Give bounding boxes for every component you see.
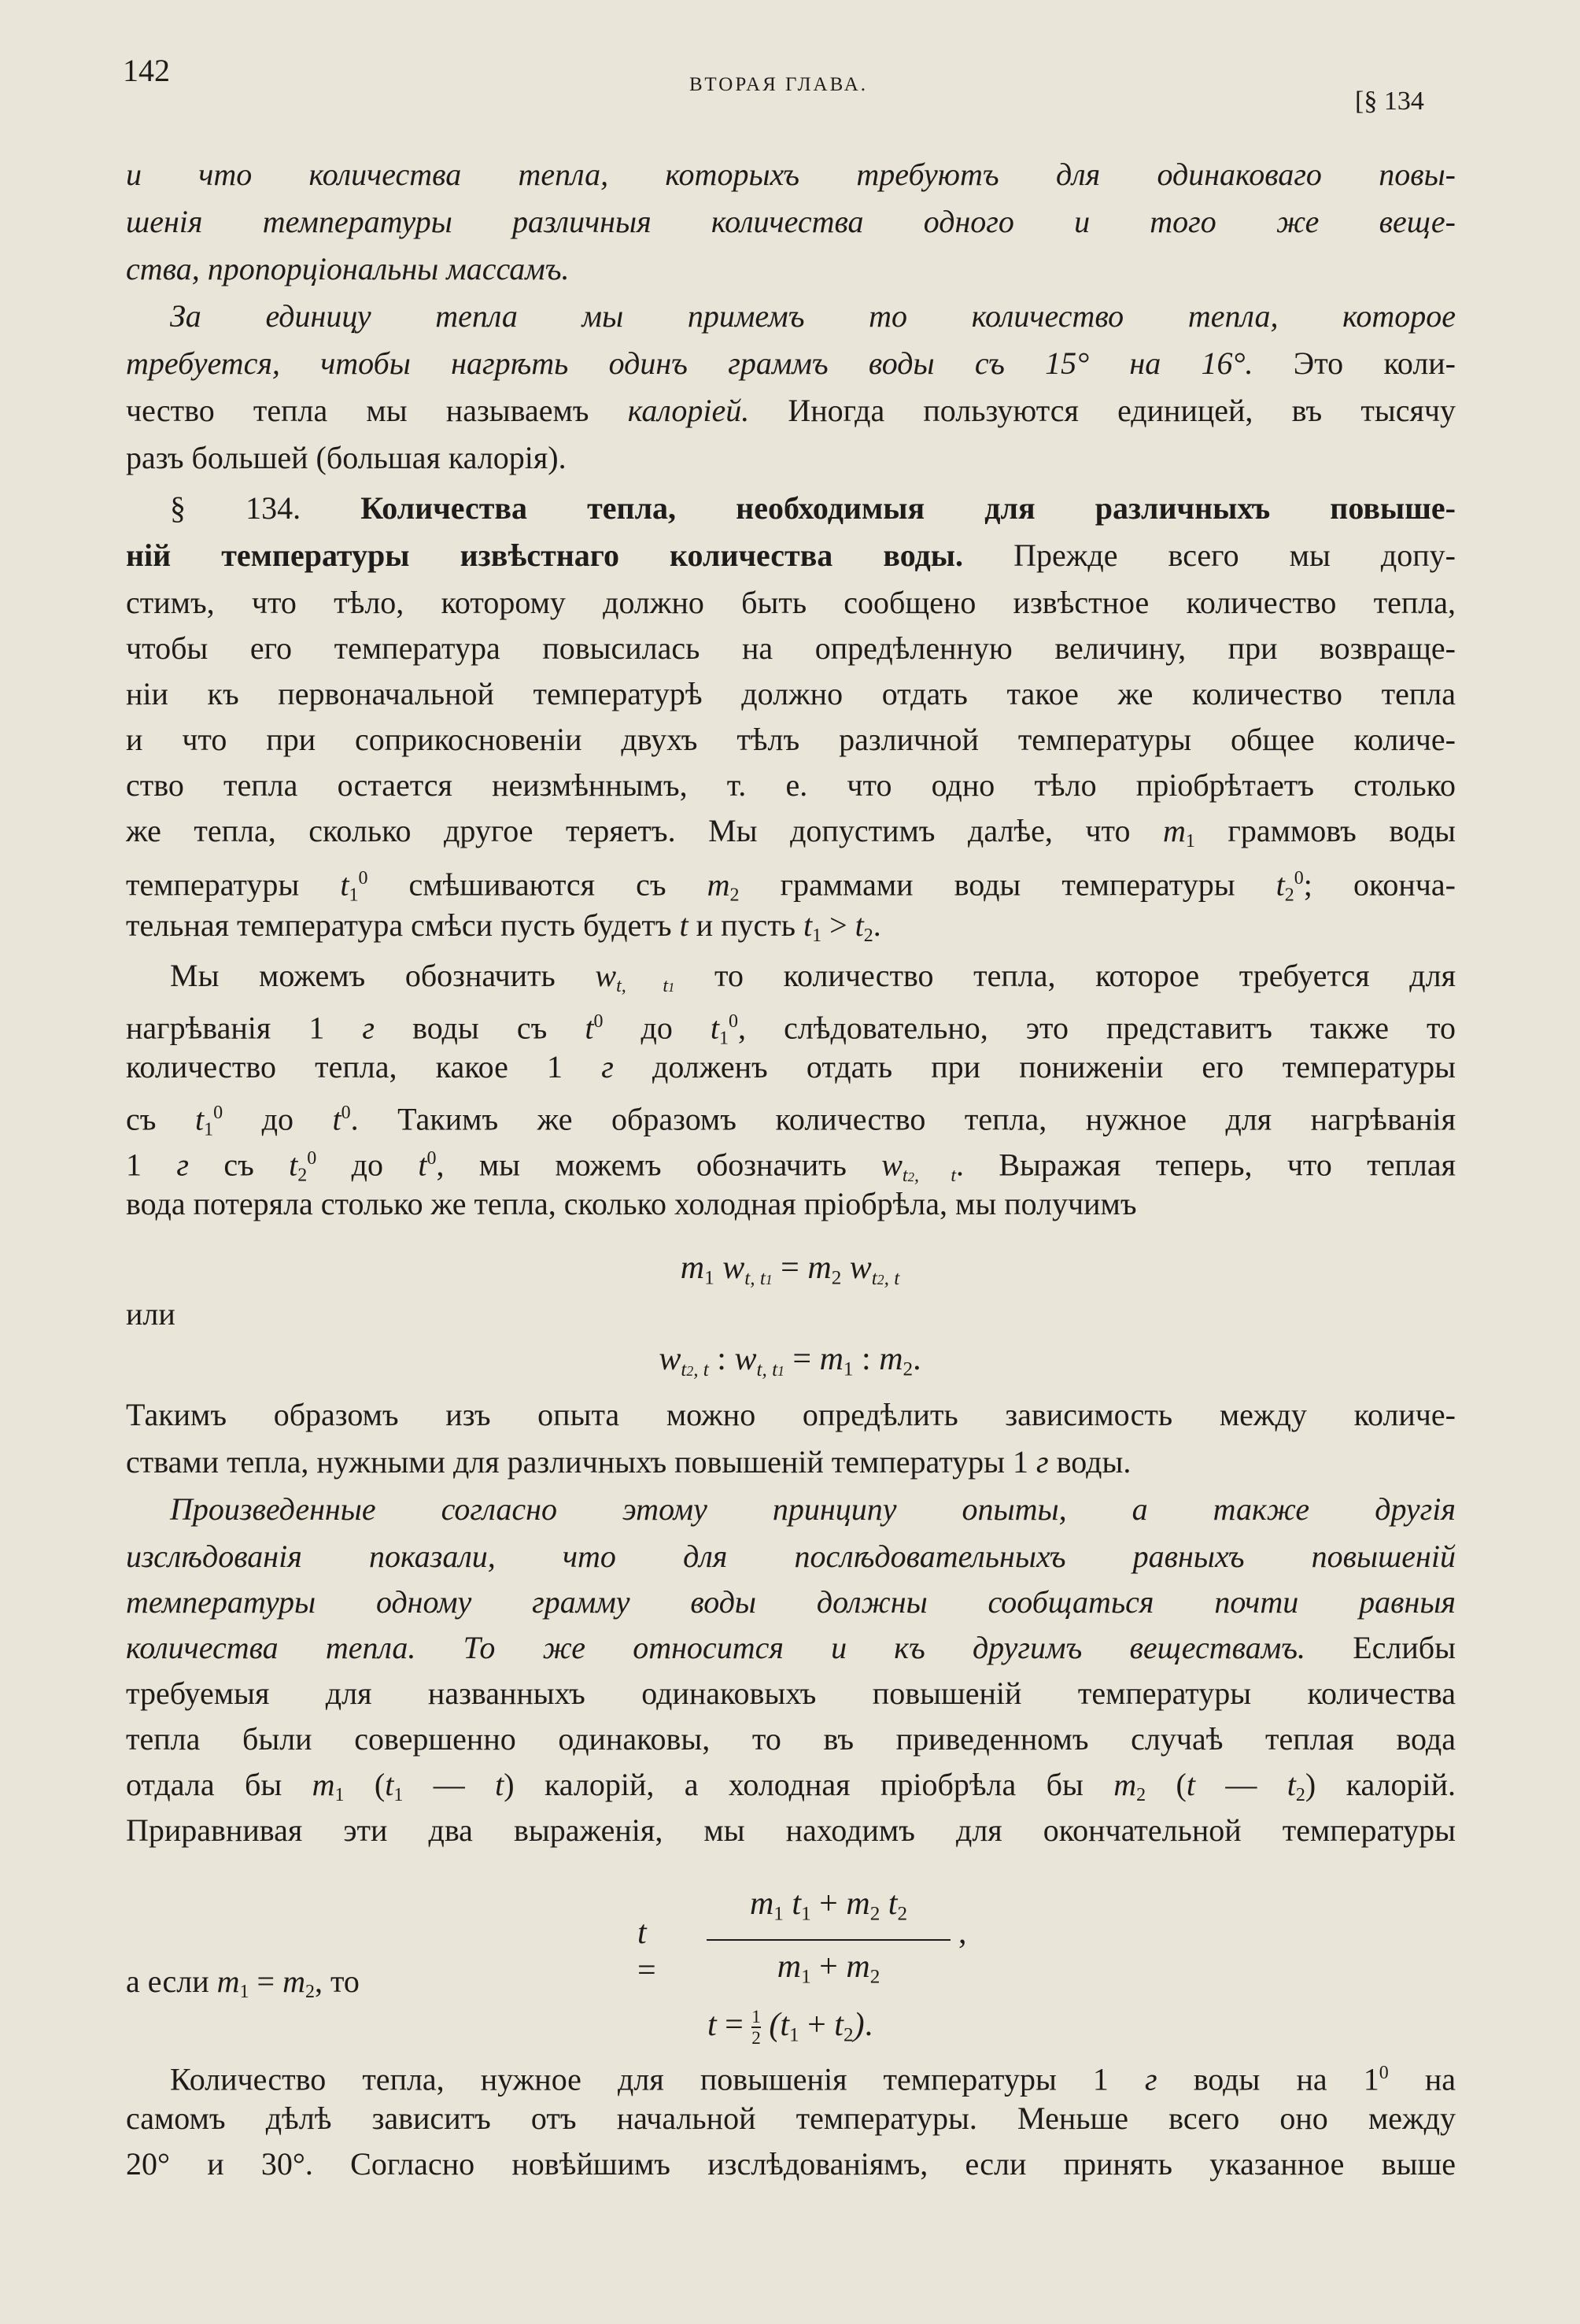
text-line: 1 г съ $t_2^0$ до $t^0$, мы можемъ обозначить $w_{t2, t}$. Выражая теперь, что теплая [126,1147,1456,1186]
text-line: Приравнивая эти два выраженія, мы находимъ для окончательной температуры [126,1812,1456,1848]
text-line: вода потеряла столько же тепла, сколько холодная пріобрѣла, мы получимъ [126,1186,1137,1221]
text-line: съ $t_1^0$ до $t^0$. Такимъ же образомъ количество тепла, нужное для нагрѣванія [126,1101,1456,1140]
section-reference: [§ 134 [1355,87,1424,116]
text-line: и что количества тепла, которыхъ требуютъ для одинаковаго повы- [126,157,1456,192]
text-line: ства, пропорціональны массамъ. [126,251,570,286]
page-number: 142 [123,53,170,88]
text-line: шенія температуры различныя количества одного и того же веще- [126,204,1456,239]
text-line: отдала бы $m_1$ ($t_1$ — t) калорій, а холодная пріобрѣла бы $m_2$ (t — $t_2$) калорій. [126,1767,1456,1806]
text-line: тепла были совершенно одинаковы, то въ приведенномъ случаѣ теплая вода [126,1721,1456,1757]
text-line: Количество тепла, нужное для повышенія температуры 1 г воды на $1^0$ на [170,2061,1456,2097]
text-line: чтобы его температура повысилась на опредѣленную величину, при возвраще- [126,630,1456,666]
text-line: Произведенные согласно этому принципу опыты, а также другія [170,1491,1456,1527]
text-line: 20° и 30°. Согласно новѣйшимъ изслѣдованіямъ, если принять указанное выше [126,2146,1456,2182]
formula-heat-balance: $m_1$ $w_{t, t1} = m_2$ $w_{t2, t}$ [680,1250,900,1289]
text-line: чество тепла мы называемъ калоріей. Иногда пользуются единицей, въ тысячу [126,393,1456,428]
text-line: разъ большей (большая калорія). [126,440,567,475]
text-line: или [126,1296,175,1332]
text-line: а если $m_1 = m_2$, то [126,1964,360,2003]
formula-equal-masses: $t = \frac{1}{2}$ $(t_1 + t_2)$. [707,2005,873,2049]
text-line: нагрѣванія 1 г воды съ $t^0$ до $t_1^0$, слѣдовательно, это представитъ также то [126,1010,1456,1049]
section-heading-line: § 134. Количества тепла, необходимыя для различныхъ повыше- [170,490,1456,526]
text-line: самомъ дѣлѣ зависитъ отъ начальной температуры. Меньше всего оно между [126,2100,1456,2136]
text-line: количество тепла, какое 1 г долженъ отдать при пониженіи его температуры [126,1049,1456,1084]
text-line: За единицу тепла мы примемъ то количество тепла, которое [170,298,1456,334]
text-line: ній температуры извѣстнаго количества воды. Прежде всего мы допу- [126,538,1456,573]
text-line: количества тепла. То же относится и къ другимъ веществамъ. Еслибы [126,1630,1456,1665]
text-line: ство тепла остается неизмѣннымъ, т. е. что одно тѣло пріобрѣтаетъ столько [126,767,1456,803]
text-line: же тепла, сколько другое теряетъ. Мы допустимъ далѣе, что $m_1$ граммовъ воды [126,813,1456,852]
text-line: тельная температура смѣси пусть будетъ t и пусть $t_1 > t_2$. [126,907,881,947]
text-line: Мы можемъ обозначить $w_{t, t1}$ то количество тепла, которое требуется для [170,958,1456,997]
text-line: температуры $t_1^0$ смѣшиваются съ $m_2$ граммами воды температуры $t_2^0$; оконча- [126,866,1456,906]
text-line: ствами тепла, нужными для различныхъ повышеній температуры 1 г воды. [126,1444,1131,1480]
running-title: ВТОРАЯ ГЛАВА. [689,74,869,95]
book-page: 142 ВТОРАЯ ГЛАВА. [§ 134 и что количества тепла, которыхъ требуютъ для одинаковаго повы- шенія температуры различныя количества одного и того же веще- ства, пропорціональны массамъ. За единицу тепла мы примемъ то количество тепла, которое требуется, чтобы нагрѣть одинъ граммъ воды съ 15° на 16°. Это коли- чество тепла мы называемъ калоріей. Иногда пользуются единицей, въ тысячу разъ большей (большая калорія). § 134. Количества тепла, необходимыя для различныхъ повыше- ній температуры извѣстнаго количества воды. Прежде всего мы допу- стимъ, что тѣло, которому должно быть сообщено извѣстное количество тепла, чтобы его температура повысилась на опредѣленную величину, при возвраще- ніи къ первоначальной температурѣ должно отдать такое же количество тепла и что при соприкосновеніи двухъ тѣлъ различной температуры общее количе- ство тепла остается неизмѣннымъ, т. е. что одно тѣло пріобрѣтаетъ столько же тепла, сколько другое теряетъ. Мы допустимъ далѣе, что $m_1$ граммовъ воды температуры $t_1^0$ смѣшиваются съ $m_2$ граммами воды температуры $t_2^0$; оконча- тельная температура смѣси пусть будетъ t и пусть $t_1 > t_2$. Мы можемъ обозначить $w_{t, t1}$ то количество тепла, которое требуется для нагрѣванія 1 г воды съ $t^0$ до $t_1^0$, слѣдовательно, это представитъ также то количество тепла, какое 1 г долженъ отдать при пониженіи его температуры съ $t_1^0$ до $t^0$. Такимъ же образомъ количество тепла, нужное для нагрѣванія 1 г съ $t_2^0$ до $t^0$, мы можемъ обозначить $w_{t2, t}$. Выражая теперь, что теплая вода потеряла столько же тепла, сколько холодная пріобрѣла, мы получимъ $m_1$ $w_{t, t1} = m_2$ $w_{t2, t}$ или $w_{t2, t}$ : $w_{t, t1} = m_1$ : $m_2$. Такимъ образомъ изъ опыта можно опредѣлить зависимость между количе- ствами тепла, нужными для различныхъ повышеній температуры 1 г воды. Произведенные согласно этому принципу опыты, а также другія изслѣдованія показали, что для послѣдовательныхъ равныхъ повышеній температуры одному грамму воды должны сообщаться почти равныя количества тепла. То же относится и къ другимъ веществамъ. Еслибы требуемыя для названныхъ одинаковыхъ повышеній температуры количества тепла были совершенно одинаковы, то въ приведенномъ случаѣ теплая вода отдала бы $m_1$ ($t_1$ — t) калорій, а холодная пріобрѣла бы $m_2$ (t — $t_2$) калорій. Приравнивая эти два выраженія, мы находимъ для окончательной температуры t = $m_1$ $t_1 + m_2$ $t_2$ $m_1 + m_2$ , а если $m_1 = m_2$, то $t = \frac{1}{2}$ $(t_1 + t_2)$. Количество тепла, нужное для повышенія температуры 1 г воды на $1^0$ на самомъ дѣлѣ зависитъ отъ начальной температуры. Меньше всего оно между 20° и 30°. Согласно новѣйшимъ изслѣдованіямъ, если принять указанное выше [0,0,1580,2324]
text-line: требуется, чтобы нагрѣть одинъ граммъ воды съ 15° на 16°. Это коли- [126,345,1456,381]
text-line: ніи къ первоначальной температурѣ должно отдать такое же количество тепла [126,676,1456,711]
text-line: температуры одному грамму воды должны сообщаться почти равныя [126,1584,1456,1620]
text-line: требуемыя для названныхъ одинаковыхъ повышеній температуры количества [126,1676,1456,1711]
text-line: Такимъ образомъ изъ опыта можно опредѣлить зависимость между количе- [126,1397,1456,1432]
formula-ratio: $w_{t2, t}$ : $w_{t, t1} = m_1$ : $m_2$. [659,1341,921,1380]
text-line: и что при соприкосновеніи двухъ тѣлъ различной температуры общее количе- [126,722,1456,757]
text-line: изслѣдованія показали, что для послѣдовательныхъ равныхъ повышеній [126,1539,1456,1574]
text-line: стимъ, что тѣло, которому должно быть сообщено извѣстное количество тепла, [126,585,1456,620]
